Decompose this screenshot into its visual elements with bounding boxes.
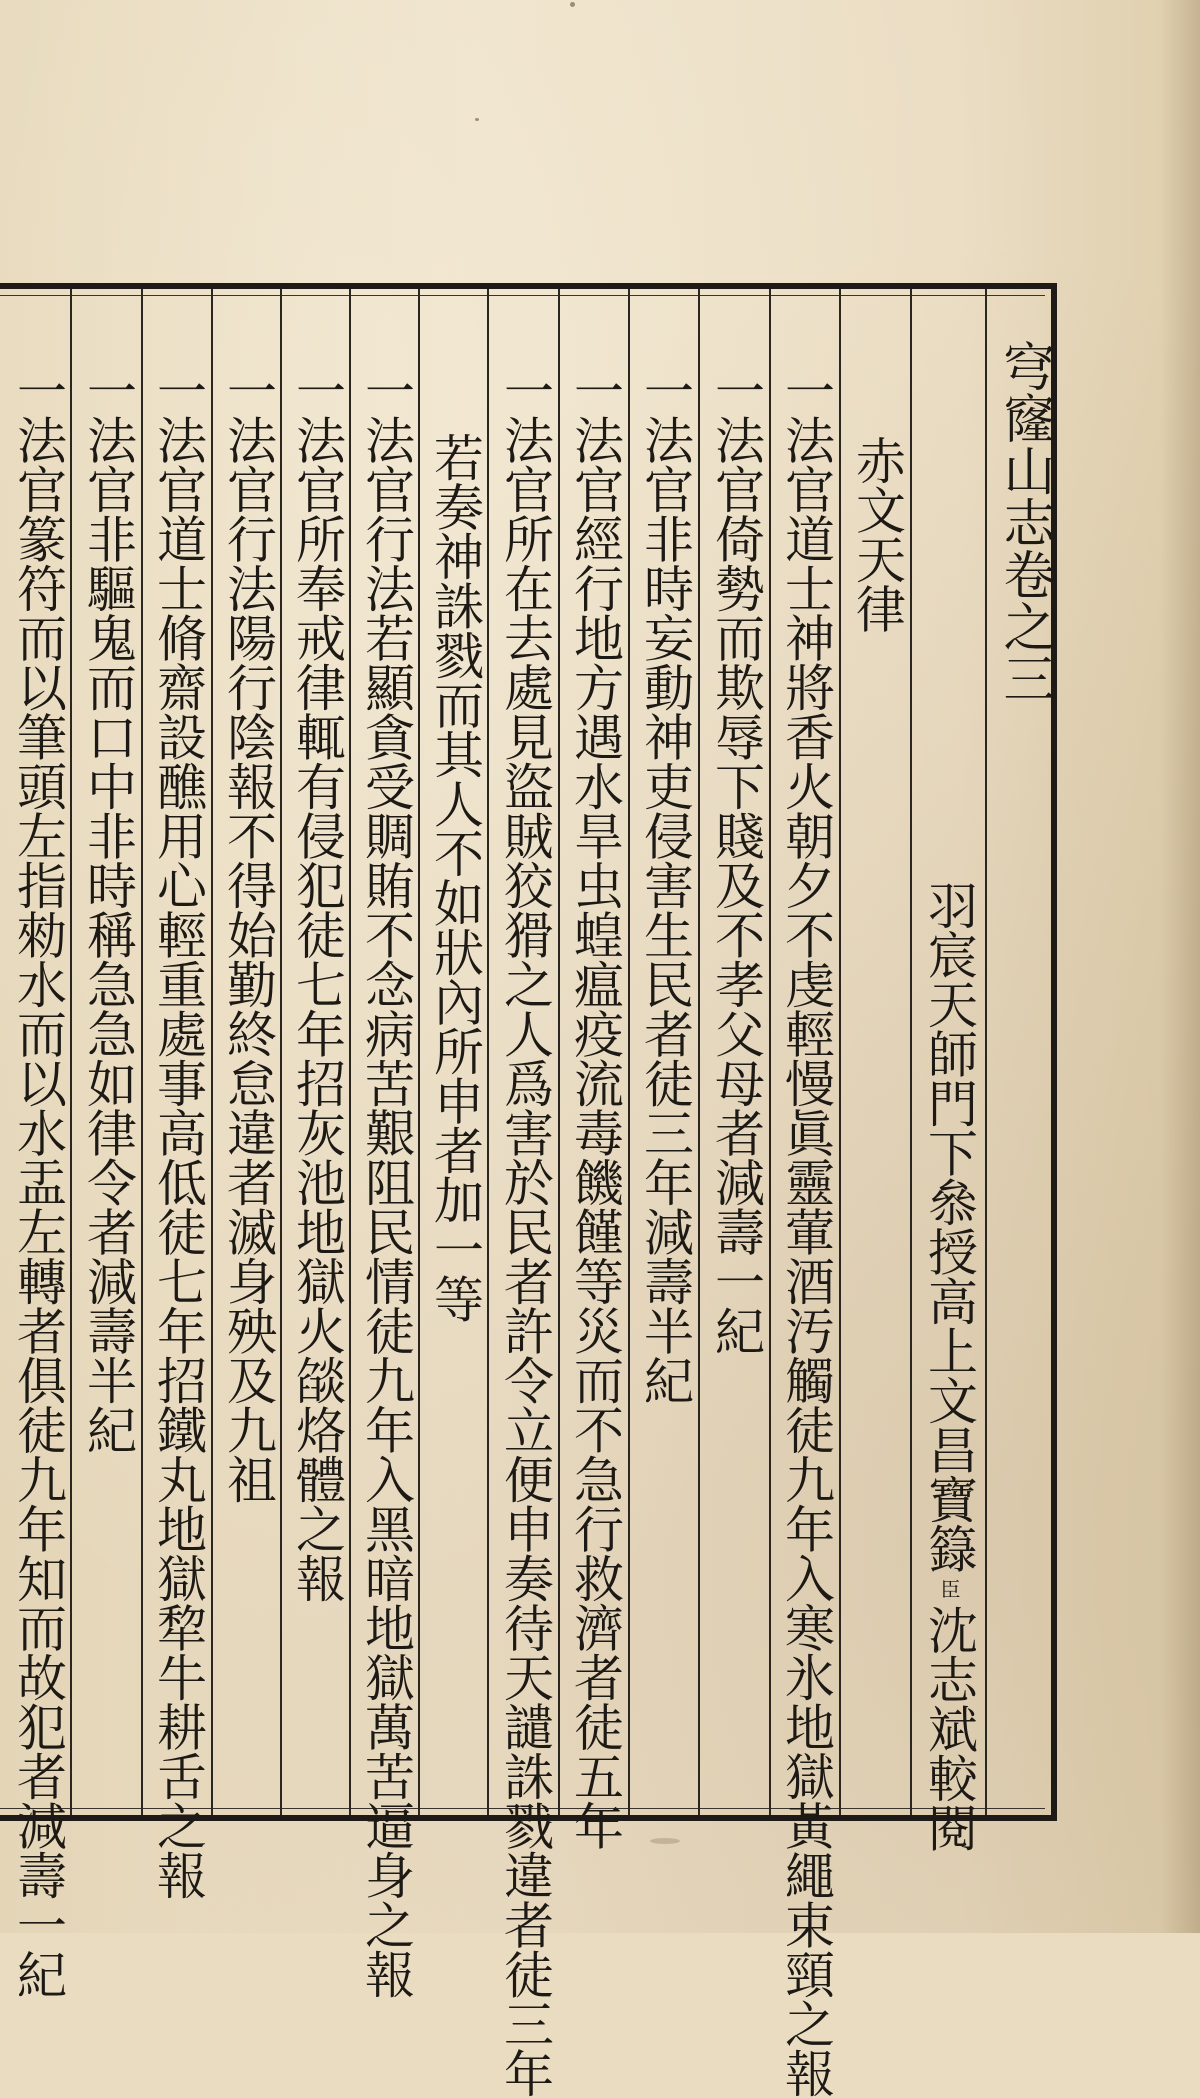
entry-line: 一法官道士神將香火朝夕不虔輕慢眞靈葷酒汚觸徒九年入寒氷地獄黃繩束頸之報 [777, 365, 835, 2098]
paper-stain [650, 1838, 680, 1844]
column-rule [985, 289, 987, 1815]
entry-line: 一法官所在去處見盜賊狡猾之人爲害於民者許令立便申奏待天譴誅戮違者徒三年 [496, 365, 554, 2098]
entry-line: 一法官篆符而以筆頭左指勑水而以水盂左轉者俱徒九年知而故犯者減壽一紀 [9, 365, 67, 1999]
paper-speck [570, 2, 575, 7]
entry-line: 一法官經行地方遇水旱虫蝗瘟疫流毒饑饉等災而不急行救濟者徒五年 [566, 365, 624, 1850]
paper-speck [475, 118, 479, 121]
page-spine-shadow [1160, 0, 1200, 1933]
entry-line: 一法官所奉戒律輒有侵犯徒七年招灰池地獄火燄烙體之報 [288, 365, 346, 1603]
entry-line: 一法官倚勢而欺辱下賤及不孝父母者減壽一紀 [707, 365, 765, 1355]
entry-line: 一法官非時妄動神吏侵害生民者徒三年減壽半紀 [636, 365, 694, 1405]
entry-line: 一法官行法陽行陰報不得始勤終怠違者滅身殃及九祖 [219, 365, 277, 1504]
attribution-minister-mark: 臣 [937, 1579, 961, 1599]
entry-line: 一法官行法若顯貪受賙賄不念病苦艱阻民情徒九年入黑暗地獄萬苦逼身之報 [357, 365, 415, 1999]
attribution-line [915, 880, 983, 1852]
entry-line: 一法官非驅鬼而口中非時稱急急如律令者減壽半紀 [79, 365, 137, 1454]
section-heading: 赤文天律 [848, 435, 906, 633]
attribution-name: 沈志斌較閱 [920, 1604, 978, 1852]
attribution-prefix: 羽宸天師門下叅授高上文昌寶籙 [920, 880, 978, 1573]
entry-continuation-line: 若奏神誅戮而其人不如狀內所申者加一等 [426, 432, 484, 1323]
book-title: 穹窿山志卷之三 [994, 340, 1054, 704]
entry-line: 一法官道士脩齋設醮用心輕重處事高低徒七年招鐵丸地獄犂牛耕舌之報 [149, 365, 207, 1900]
